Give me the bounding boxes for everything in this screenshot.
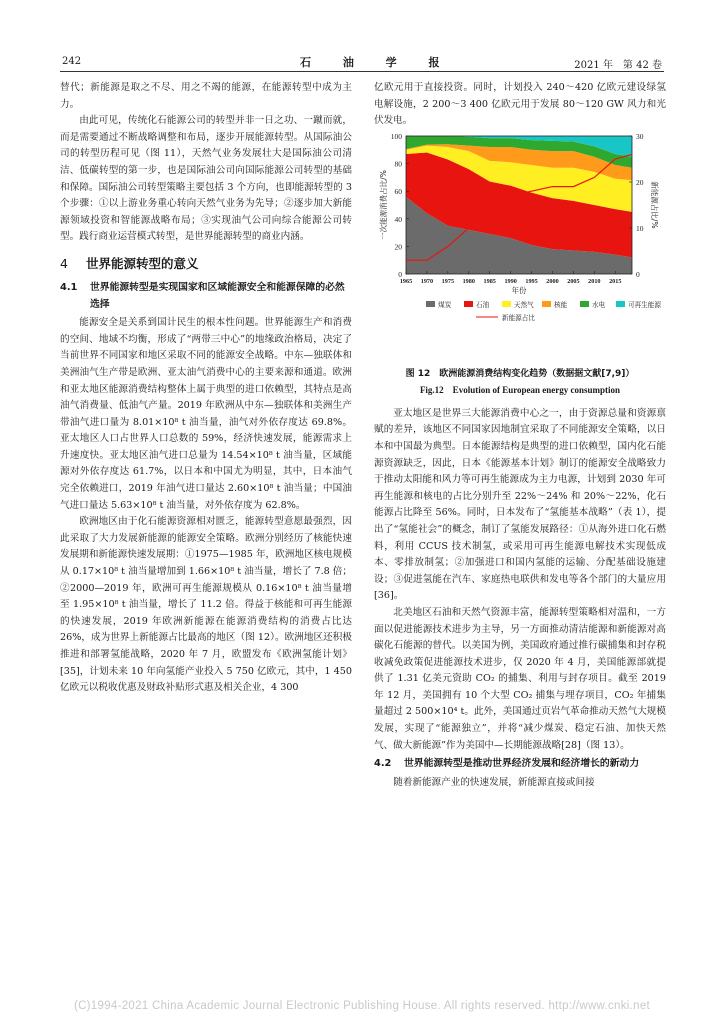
energy-consumption-chart: [374, 130, 666, 358]
x-tick-label: 2015: [609, 277, 622, 285]
x-tick-label: 2000: [546, 277, 559, 285]
y-tick-label: 20: [394, 242, 402, 252]
paragraph: 替代；新能源是取之不尽、用之不竭的能源，在能源转型中成为主力。: [60, 82, 352, 110]
y2-tick-label: 0: [636, 269, 640, 279]
figure-caption-cn: 图 12 欧洲能源消费结构变化趋势（数据据文献[7,9]）: [405, 368, 635, 379]
x-tick-label: 1990: [504, 277, 517, 285]
legend-label: 水电: [592, 300, 606, 309]
right-column: [374, 80, 666, 791]
x-tick-label: 1995: [525, 277, 538, 285]
legend-label: 石油: [476, 300, 490, 309]
y-axis-label: 一次能源消费占比/%: [379, 169, 388, 240]
section-number: 4: [60, 255, 68, 271]
paragraph: 随着新能源产业的快速发展，新能源直接或间接: [393, 776, 595, 788]
x-tick-label: 1980: [462, 277, 475, 285]
page-number: 242: [62, 56, 82, 67]
legend-swatch: [502, 301, 511, 307]
subsection-title: 世界能源转型是实现国家和区域能源安全和能源保障的必然选择: [90, 281, 345, 310]
x-tick-label: 2010: [588, 277, 601, 285]
journal-title: 石 油 学 报: [300, 56, 454, 69]
subsection-heading: [60, 280, 352, 313]
legend-swatch: [580, 301, 589, 307]
x-tick-label: 1985: [483, 277, 496, 285]
y-tick-label: 0: [398, 269, 402, 279]
header-rule: [60, 71, 664, 72]
legend-label: 可再生能源: [628, 300, 661, 309]
section-heading: [60, 254, 352, 272]
x-tick-label: 2005: [567, 277, 580, 285]
y2-tick-label: 20: [636, 177, 644, 187]
legend-swatch: [616, 301, 625, 307]
y2-tick-label: 10: [636, 223, 644, 233]
paragraph: 由此可见，传统化石能源公司的转型并非一日之功、一蹴而就，而是需要通过不断战略调整和布局，逐步开展能源转型。从国际油公司的转型历程可见（图 11），天然气业务发展壮大是国际油公司清洁、低碳转型的第一步，也是国际油公司向国际能源公司转型的基础和保障。国际油公司转型策略主要包括 3 个方向，也即能源转型的 3 个步骤：①以上游业务重心转向天然气业务为先导；②逐步加大新能源领域投资和智能源战略布局；③实现油气公司向综合能源公司转型。践行商业运营模式转型，是世界能源转型的商业内涵。: [60, 115, 352, 243]
subsection-number: 4.1: [60, 281, 78, 293]
y-tick-label: 80: [394, 159, 402, 169]
legend-label: 煤炭: [438, 300, 452, 309]
legend-label: 天然气: [514, 300, 534, 309]
paragraph: 能源安全是关系到国计民生的根本性问题。世界能源生产和消费的空间、地域不均衡，形成了“两带三中心”的地缘政治格局，决定了当前世界不同国家和地区采取不同的能源安全战略。中东—独联体和美洲油气生产带是欧洲、亚太油气消费中心的主要来源和通道。欧洲和亚太地区能源消费结构整体上属于典型的进口依赖型，其特点是高油气消费量、低油气产量。2019 年欧洲从中东—独联体和美洲生产带油气进口量为 8.01×10⁸ t 油当量，油气对外依存度达 69.8%。亚太地区人口占世界人口总数的 59%，经济快速发展，能源需求上升速度快。亚太地区油气进口总量为 14.54×10⁸ t 油当量，区域能源对外依存度达 61.7%，以日本和中国尤为明显，其中，日本油气完全依赖进口，2019 年油气进口量达 2.60×10⁸ t 油当量；中国油气进口量达 5.63×10⁸ t 油当量，对外依存度为 62.8%。: [60, 317, 352, 511]
y-tick-label: 60: [394, 186, 402, 196]
y-tick-label: 100: [390, 131, 402, 141]
legend-label: 新能源占比: [502, 313, 535, 322]
legend-swatch: [464, 301, 473, 307]
figure-12: [374, 130, 666, 358]
section-title: 世界能源转型的意义: [86, 255, 199, 271]
paragraph: 欧洲地区由于化石能源资源相对匮乏，能源转型意愿最强烈，因此采取了大力发展新能源的能源安全策略。欧洲分别经历了核能快速发展期和新能源快速发展期：①1975—1985 年，欧洲地区核电规模从 0.17×10⁸ t 油当量增加到 1.66×10⁸ t 油当量，增长了 7.8 倍；②2000—2019 年，欧洲可再生能源规模从 0.16×10⁸ t 油当量增至 1.95×10⁸ t 油当量，增长了 11.2 倍。得益于核能和可再生能源的快速发展，2019 年欧洲新能源在能源消费结构的消费占比达 26%，成为世界上新能源占比最高的地区（图 12）。欧洲地区还积极推进和部署氢能战略，2020 年 7 月，欧盟发布《欧洲氢能计划》[35]，计划未来 10 年向氢能产业投入 5 750 亿欧元，其中，1 450 亿欧元以税收优惠及财政补贴形式惠及相关企业，4 300: [60, 516, 352, 694]
copyright-footer: (C)1994-2021 China Academic Journal Electronic Publishing House. All rights reserved. http://www.cnki.net: [73, 1000, 651, 1012]
y-tick-label: 40: [394, 214, 402, 224]
paragraph: 亿欧元用于直接投资。同时，计划投入 240～420 亿欧元建设绿氢电解设施，2 200～3 400 亿欧元用于发展 80～120 GW 风力和光伏发电。: [374, 82, 666, 127]
figure-caption-en: Fig.12 Evolution of European energy consumption: [419, 384, 621, 395]
paragraph: 北美地区石油和天然气资源丰富，能源转型策略相对温和，一方面以促进能源技术进步为主导，另一方面推动清洁能源和新能源对高碳化石能源的替代。以美国为例，美国政府通过推行碳捕集和封存税收减免政策促进能源技术进步，仅 2020 年 4 月，美国能源部就提供了 1.31 亿美元资助 CO₂ 的捕集、利用与封存项目。截至 2019 年 12 月，美国拥有 10 个大型 CO₂ 捕集与埋存项目，CO₂ 年捕集量超过 2 500×10⁴ t。此外，美国通过页岩气革命推动天然气大规模发展，实现了“能源独立”，并将“减少煤炭、稳定石油、加快天然气、做大新能源”作为美国中—长期能源战略[28]（图 13）。: [374, 606, 666, 751]
page-header: [0, 0, 724, 70]
legend-label: 核能: [554, 300, 568, 309]
x-tick-label: 1975: [441, 277, 455, 285]
paragraph: 亚太地区是世界三大能源消费中心之一，由于资源总量和资源禀赋的差异，该地区不同国家因地制宜采取了不同能源安全策略，以日本和中国最为典型。日本能源结构是典型的进口依赖型，国内化石能源资源缺乏，因此，日本《能源基本计划》制订的能源安全战略致力于推动太阳能和风力等可再生能源成为主力电源，计划到 2030 年可再生能源和核电的占比分别升至 22%～24% 和 20%～22%，化石能源占比降至 56%。同时，日本发布了“氢能基本战略”（表 1），提出了“氢能社会”的概念，制订了氢能发展路径：①从海外进口化石燃料，利用 CCUS 技术制氢，或采用可再生能源电解技术实现低成本、零排放制氢；②加强进口和国内氢能的运输、分配基础设施建设；③促进氢能在汽车、家庭热电联供和发电等各个部门的大量应用[36]。: [374, 407, 666, 602]
x-tick-label: 1970: [420, 277, 434, 285]
y2-tick-label: 30: [636, 131, 644, 141]
legend-swatch: [542, 301, 551, 307]
subsection-title: 世界能源转型是推动世界经济发展和经济增长的新动力: [404, 758, 640, 770]
subsection-number: 4.2: [374, 758, 392, 770]
volume-info: 2021 年 第 42 卷: [574, 60, 662, 71]
y2-axis-label: 新能源占比/%: [650, 181, 659, 229]
left-column: [60, 80, 352, 697]
x-axis-label: 年份: [511, 285, 527, 295]
subsection-heading: [374, 756, 666, 773]
legend-swatch: [426, 301, 435, 307]
x-tick-label: 1965: [399, 277, 413, 285]
